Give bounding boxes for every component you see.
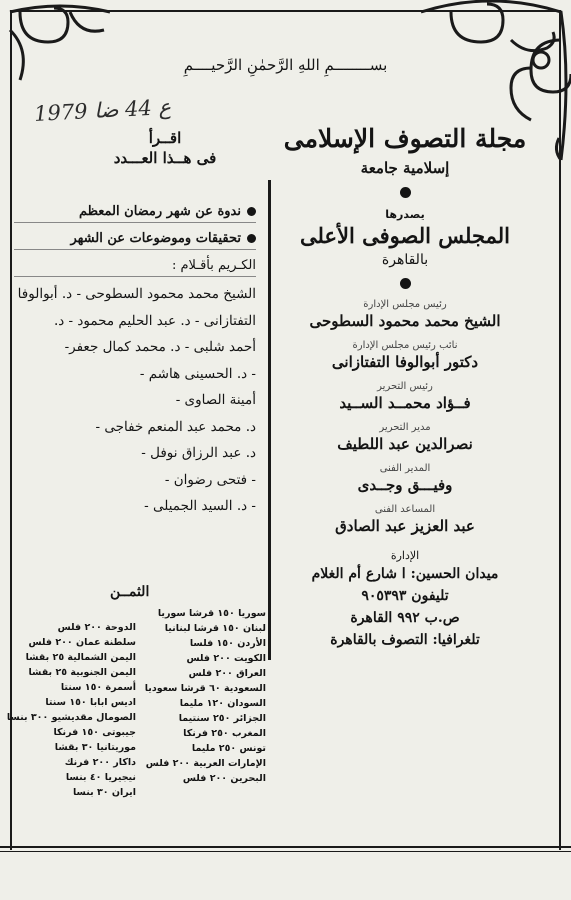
price-line: نيجيريا ٤٠ بنسا [65,772,136,783]
price-line: موريتانيا ٣٠ بقشا [54,742,136,753]
price-line: ايران ٣٠ بنسا [72,787,136,798]
bullet-dot [247,207,256,216]
author-line: - فتحى رضوان - [164,471,256,488]
staff-name: نصرالدين عبد اللطيف [337,435,473,453]
staff-entry [281,504,529,535]
staff-entry [281,340,529,371]
price-line: الصومال مقديشيو ٣٠٠ بنسا [6,712,136,723]
administration-phone: تليفون ٩٠٥٣٩٣ [361,588,449,604]
staff-entry [281,299,529,330]
bottom-rule [0,846,571,848]
read-heading: اقــرأ [148,129,182,147]
publisher-name: المجلس الصوفى الأعلى [300,223,510,248]
administration-contact [281,549,529,651]
price-line: تونس ٢٥٠ مليما [191,743,266,754]
price-line: العراق ٢٠٠ فلس [188,668,266,679]
author-line: د. محمد عبد المنعم خفاجى - [95,418,256,435]
staff-role: رئيس التحرير [377,381,433,392]
masthead-column [281,118,529,651]
author-line: أمينة الصاوى - [175,392,256,408]
staff-role: المدير الفنى [379,463,431,474]
price-line: السعودية ٦٠ قرشا سعوديا [144,683,266,694]
price-line: اليمن الشمالية ٢٥ بقشا [25,652,136,663]
bullet-dot [247,234,256,243]
bullet-dot [400,187,411,198]
staff-name: وفيـــق وجــدى [357,476,453,494]
price-line: المغرب ٢٥٠ فرنكا [183,728,266,739]
administration-telegraph: تلغرافيا: التصوف بالقاهرة [330,632,480,648]
author-line: التفتازانى - د. عبد الحليم محمود - د. [53,312,256,329]
price-list-column [6,620,136,800]
price-line: البحرين ٢٠٠ فلس [182,773,266,784]
in-issue-heading: فى هــذا العـــدد [113,149,217,167]
price-line: جيبوتى ١٥٠ فرنكا [53,727,136,738]
price-line: أسمرة ١٥٠ سنتا [60,682,136,693]
staff-name: عبد العزيز عبد الصادق [335,517,475,535]
handwritten-issue-note: 1979 ع 44 ضا [33,94,172,127]
price-line: الإمارات العربية ٢٠٠ فلس [145,758,266,769]
staff-role: رئيس مجلس الإدارة [363,299,447,310]
price-line: لبنان ١٥٠ قرشا لبنانيا [164,623,266,634]
publisher-label: يصدرها [385,208,425,221]
author-line: الشيخ محمد محمود السطوحى - د. أبوالوفا [17,286,256,302]
staff-name: دكتور أبوالوفا التفتازانى [331,353,479,371]
price-line: السودان ١٢٠ مليما [179,698,266,709]
contents-topic [14,204,256,223]
price-line: الجزائر ٢٥٠ سنتيما [178,713,266,724]
topic-text: تحقيقات وموضوعات عن الشهر [70,231,241,246]
author-line: د. عبد الرزاق نوفل - [141,445,256,461]
staff-entry [281,463,529,494]
staff-name: فــؤاد محمــد الســيد [339,394,471,412]
writers-heading: الكـريم بأقـلام : [14,258,256,277]
price-list-column [138,606,266,786]
contents-topic [14,231,256,250]
author-line: - د. السيد الجميلى - [144,498,256,514]
price-heading: الثمــن [110,584,150,600]
publisher-city: بالقاهرة [381,252,429,268]
administration-address: ميدان الحسين: ا شارع أم الغلام [311,566,499,582]
author-list [14,281,256,520]
topic-text: ندوة عن شهر رمضان المعظم [78,204,241,219]
magazine-subtitle: إسلامية جامعة [360,159,450,177]
staff-name: الشيخ محمد محمود السطوحى [309,312,501,330]
magazine-title: مجلة التصوف الإسلامى [283,124,527,153]
bullet-dot [400,278,411,289]
staff-entry [281,422,529,453]
price-line: الدوحة ٢٠٠ فلس [57,622,136,633]
price-line: الكويت ٢٠٠ فلس [186,653,266,664]
administration-po-box: ص.ب ٩٩٢ القاهرة [350,610,460,626]
basmala: بســــــــمِ اللهِ الرَّحمٰنِ الرَّحيــــمِ [183,56,388,74]
column-divider [268,180,271,660]
top-left-arabesque-ornament [0,0,120,100]
price-line: سلطنة عمان ٢٠٠ فلس [28,637,136,648]
price-line: اليمن الجنوبية ٢٥ بقشا [28,667,136,678]
price-line: اديس ابابا ١٥٠ سنتا [45,697,136,708]
price-line: الأردن ١٥٠ فلسا [189,638,266,649]
price-line: سوريا ١٥٠ قرشا سوريا [157,608,266,619]
administration-label: الإدارة [390,549,420,562]
contents-column [14,128,256,520]
staff-role: نائب رئيس مجلس الإدارة [352,340,458,351]
bottom-rule-thin [0,851,571,852]
price-line: داكار ٢٠٠ فرنك [64,757,136,768]
staff-role: مدير التحرير [379,422,431,433]
author-line: - د. الحسينى هاشم - [139,365,256,382]
staff-entry [281,381,529,412]
author-line: أحمد شلبى - د. محمد كمال جعفر- [64,339,256,355]
staff-role: المساعد الفنى [374,504,436,515]
